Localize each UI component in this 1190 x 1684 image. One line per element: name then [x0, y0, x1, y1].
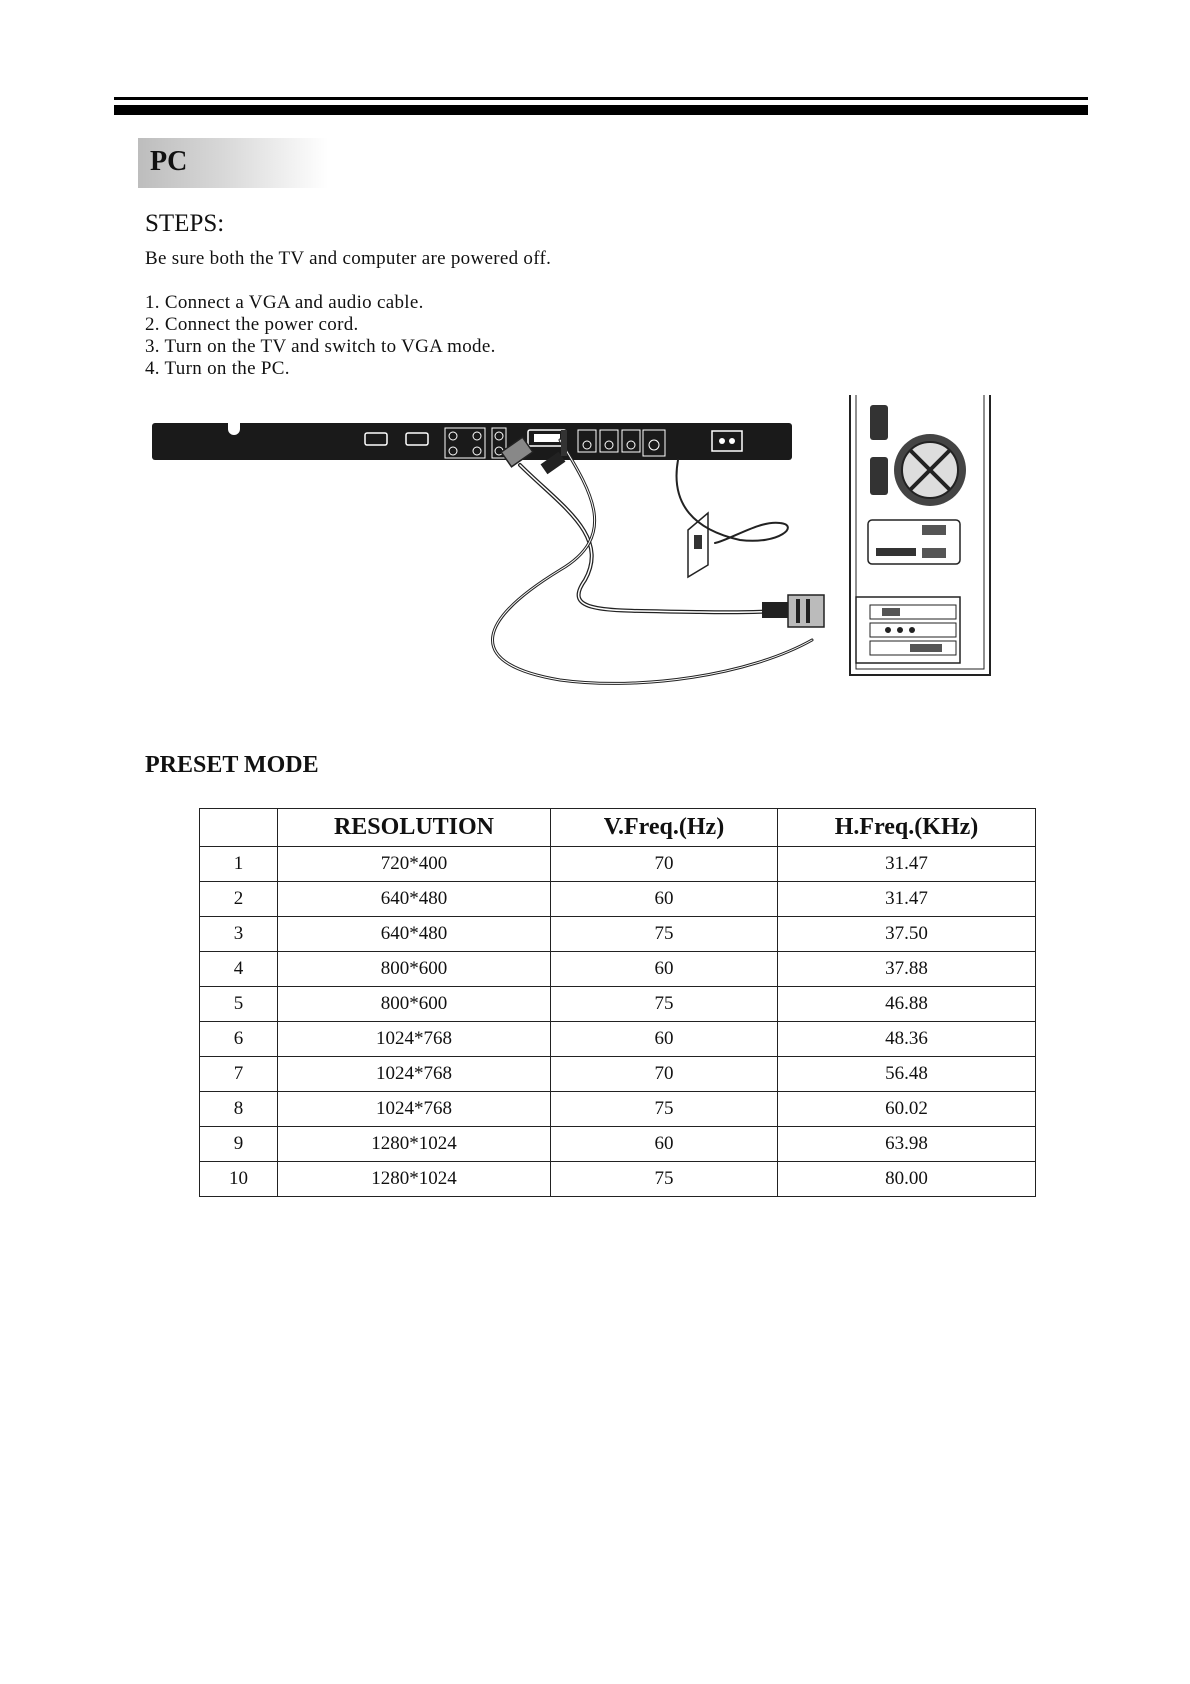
row-hfreq: 80.00 — [778, 1162, 1036, 1197]
row-resolution: 640*480 — [278, 917, 551, 952]
header-resolution: RESOLUTION — [278, 809, 551, 847]
row-hfreq: 56.48 — [778, 1057, 1036, 1092]
steps-intro: Be sure both the TV and computer are powered off. — [145, 248, 552, 269]
table-row — [200, 1162, 1036, 1197]
row-hfreq: 48.36 — [778, 1022, 1036, 1057]
row-resolution: 1024*768 — [278, 1092, 551, 1127]
section-tab — [138, 138, 328, 188]
row-hfreq: 60.02 — [778, 1092, 1036, 1127]
connection-diagram — [140, 395, 1020, 735]
section-title: PC — [150, 146, 188, 177]
row-resolution: 1280*1024 — [278, 1127, 551, 1162]
table-row — [200, 847, 1036, 882]
row-index: 2 — [200, 882, 278, 917]
row-resolution: 800*600 — [278, 952, 551, 987]
row-index: 9 — [200, 1127, 278, 1162]
row-resolution: 800*600 — [278, 987, 551, 1022]
row-vfreq: 75 — [551, 917, 778, 952]
table-row — [200, 952, 1036, 987]
row-index: 3 — [200, 917, 278, 952]
steps-heading: STEPS: — [145, 210, 225, 237]
row-resolution: 1024*768 — [278, 1022, 551, 1057]
table-row — [200, 1057, 1036, 1092]
vga-plug-pc — [762, 595, 824, 627]
step-item: 3. Turn on the TV and switch to VGA mode. — [145, 336, 496, 357]
row-vfreq: 60 — [551, 1022, 778, 1057]
row-hfreq: 63.98 — [778, 1127, 1036, 1162]
row-hfreq: 37.88 — [778, 952, 1036, 987]
header-rule-thick — [114, 105, 1088, 115]
row-resolution: 640*480 — [278, 882, 551, 917]
row-vfreq: 60 — [551, 1127, 778, 1162]
pc-tower — [850, 395, 990, 675]
table-header-row — [200, 809, 1036, 847]
row-vfreq: 75 — [551, 1162, 778, 1197]
step-item: 1. Connect a VGA and audio cable. — [145, 292, 424, 313]
preset-mode-table — [199, 808, 1036, 1197]
row-index: 7 — [200, 1057, 278, 1092]
row-vfreq: 60 — [551, 882, 778, 917]
step-item: 4. Turn on the PC. — [145, 358, 290, 379]
row-index: 8 — [200, 1092, 278, 1127]
row-index: 4 — [200, 952, 278, 987]
row-vfreq: 75 — [551, 1092, 778, 1127]
row-resolution: 1280*1024 — [278, 1162, 551, 1197]
preset-heading: PRESET MODE — [145, 752, 319, 778]
header-rule-thin — [114, 97, 1088, 100]
header-vfreq: V.Freq.(Hz) — [551, 809, 778, 847]
row-index: 6 — [200, 1022, 278, 1057]
table-row — [200, 917, 1036, 952]
table-row — [200, 882, 1036, 917]
table-row — [200, 1022, 1036, 1057]
cables — [493, 440, 813, 683]
table-row — [200, 1127, 1036, 1162]
header-hfreq: H.Freq.(KHz) — [778, 809, 1036, 847]
row-resolution: 720*400 — [278, 847, 551, 882]
row-vfreq: 75 — [551, 987, 778, 1022]
row-index: 5 — [200, 987, 278, 1022]
row-index: 1 — [200, 847, 278, 882]
header-index — [200, 809, 278, 847]
row-hfreq: 37.50 — [778, 917, 1036, 952]
row-hfreq: 31.47 — [778, 847, 1036, 882]
audio-plug-tv — [561, 430, 567, 456]
table-row — [200, 1092, 1036, 1127]
row-resolution: 1024*768 — [278, 1057, 551, 1092]
tv-rear-panel — [152, 423, 792, 460]
row-vfreq: 70 — [551, 1057, 778, 1092]
row-hfreq: 31.47 — [778, 882, 1036, 917]
row-index: 10 — [200, 1162, 278, 1197]
table-row — [200, 987, 1036, 1022]
row-vfreq: 60 — [551, 952, 778, 987]
row-hfreq: 46.88 — [778, 987, 1036, 1022]
steps-list — [145, 292, 496, 380]
row-vfreq: 70 — [551, 847, 778, 882]
step-item: 2. Connect the power cord. — [145, 314, 359, 335]
